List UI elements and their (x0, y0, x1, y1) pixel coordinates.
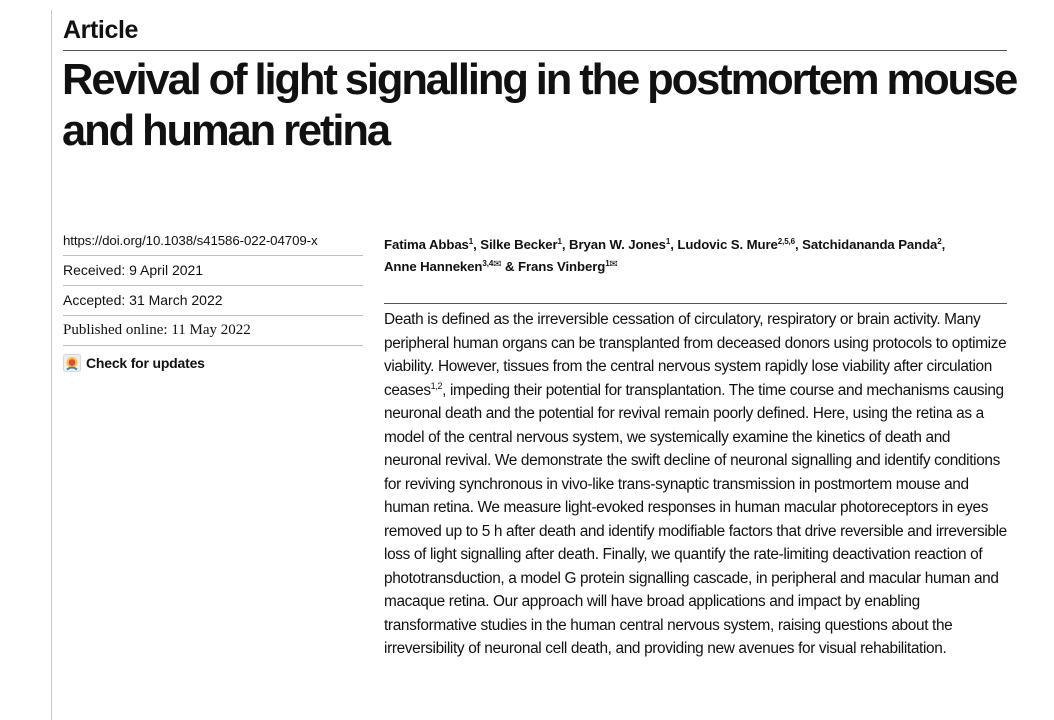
doi-link[interactable]: https://doi.org/10.1038/s41586-022-04709-x (63, 226, 363, 256)
author-name[interactable]: Frans Vinberg (518, 259, 606, 274)
header-rule (63, 50, 1007, 51)
author-list: Fatima Abbas$^1$, Silke Becker$^1$, Bryan W. Jones$^1$, Ludovic S. Mure$^{2,5,6}$, Satchidananda Panda$^2$, Anne Hanneken$^{3,4✉}$ & Frans Vinberg$^{1✉}$ (384, 237, 946, 274)
published-date: Published online: 11 May 2022 (63, 316, 363, 346)
received-date: Received: 9 April 2021 (63, 256, 363, 286)
article-type-label: Article (63, 16, 139, 44)
author-name[interactable]: Bryan W. Jones (569, 237, 666, 252)
author-affiliation: 1 (557, 237, 562, 246)
accepted-date: Accepted: 31 March 2022 (63, 286, 363, 316)
author-affiliation: 2 (937, 237, 942, 246)
author-affiliation: 1 (468, 237, 474, 246)
envelope-icon[interactable]: ✉ (609, 259, 618, 270)
author-name[interactable]: Fatima Abbas (384, 237, 469, 252)
author-name[interactable]: Ludovic S. Mure (677, 237, 778, 252)
citation-ref[interactable]: 1,2 (430, 380, 443, 391)
check-for-updates-button[interactable] (63, 346, 363, 372)
envelope-icon[interactable]: ✉ (493, 259, 502, 270)
author-name[interactable]: Anne Hanneken (384, 259, 483, 274)
left-margin-rule (51, 10, 52, 720)
article-metadata (63, 226, 363, 372)
abstract-rule (384, 303, 1007, 304)
author-affiliation: 2,5,6 (777, 237, 796, 246)
author-affiliation: 3,4 (482, 259, 494, 268)
abstract-text-part-1: Death is defined as the irreversible cessation of circulatory, respiratory or brain activity. Many peripheral human organs can be transplanted from deceased donors using protocols to optimize viability. However, tissues from the central nervous system rapidly lose viability after circulation ceases (384, 311, 1007, 399)
author-name[interactable]: Satchidananda Panda (802, 237, 938, 252)
abstract-text-part-2: , impeding their potential for transplantation. The time course and mechanisms causing neuronal death and the potential for revival remain poorly defined. Here, using the retina as a model of the central nervous system, we systemically examine the kinetics of death and neuronal revival. We demonstrate the swift decline of neuronal signalling and identify conditions for reviving synchronous in vivo-like trans-synaptic transmission in postmortem mouse and human retina. We measure light-evoked responses in human macular photoreceptors in eyes removed up to 5 h after death and identify modifiable factors that drive reversible and irreversible loss of light signalling after death. Finally, we quantify the rate-limiting deactivation reaction of phototransduction, a model G protein signalling cascade, in peripheral and macular human and macaque retina. Our approach will have broad applications and impact by enabling transformative studies in the human central nervous system, raising questions about the irreversibility of neuronal cell death, and providing new avenues for visual rehabilitation. (384, 381, 1007, 657)
check-for-updates-label: Check for updates (86, 355, 205, 371)
author-affiliation: 1 (605, 259, 610, 268)
abstract (384, 308, 1010, 661)
author-name[interactable]: Silke Becker (480, 237, 558, 252)
article-title: Revival of light signalling in the postmortem mouse and human retina (62, 56, 1017, 155)
author-affiliation: 1 (665, 237, 671, 246)
check-for-updates-icon (63, 354, 81, 372)
